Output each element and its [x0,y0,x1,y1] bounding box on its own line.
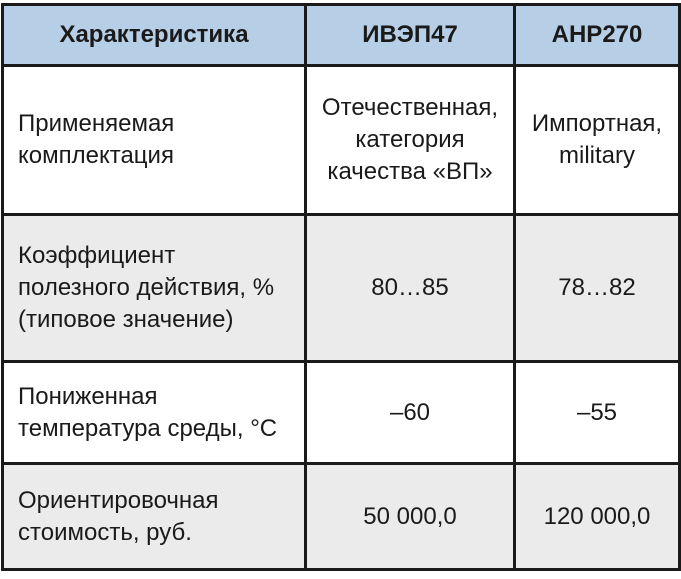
cell-text: 78…82 [558,274,636,301]
cell-text: –55 [576,398,618,426]
row-label-cost [3,464,306,570]
specification-table [1,3,681,571]
cell-text: Ориентировочная стоимость, руб. [18,486,219,546]
header-characteristic: Характеристика [3,5,306,66]
cell-text: Применяемая комплектация [18,110,175,169]
table-row [3,464,680,570]
cell-text: 80…85 [371,274,449,301]
cell-text: 50 000,0 [363,502,457,530]
header-ivep47: ИВЭП47 [306,5,515,66]
cell-text: Отечественная, категория качества «ВП» [321,94,499,185]
cell-text: Коэффициент полезного действия, % (типовое значение) [18,242,275,333]
header-ahp270: AHP270 [515,5,680,66]
table-row [3,66,680,215]
cell-ahp270-min-temperature [515,362,680,464]
cell-ivep47-efficiency [306,215,515,362]
row-label-efficiency [3,215,306,362]
cell-text: 120 000,0 [543,502,651,530]
table-row [3,362,680,464]
header-row [3,5,680,66]
cell-ahp270-components [515,66,680,215]
cell-ivep47-cost [306,464,515,570]
table-row [3,215,680,362]
cell-text: –60 [389,398,431,426]
cell-ahp270-cost [515,464,680,570]
cell-ahp270-efficiency [515,215,680,362]
row-label-min-temperature [3,362,306,464]
cell-text: Импортная, military [531,110,663,169]
cell-ivep47-min-temperature [306,362,515,464]
cell-text: Пониженная температура среды, °С [18,382,278,442]
cell-ivep47-components [306,66,515,215]
row-label-components [3,66,306,215]
